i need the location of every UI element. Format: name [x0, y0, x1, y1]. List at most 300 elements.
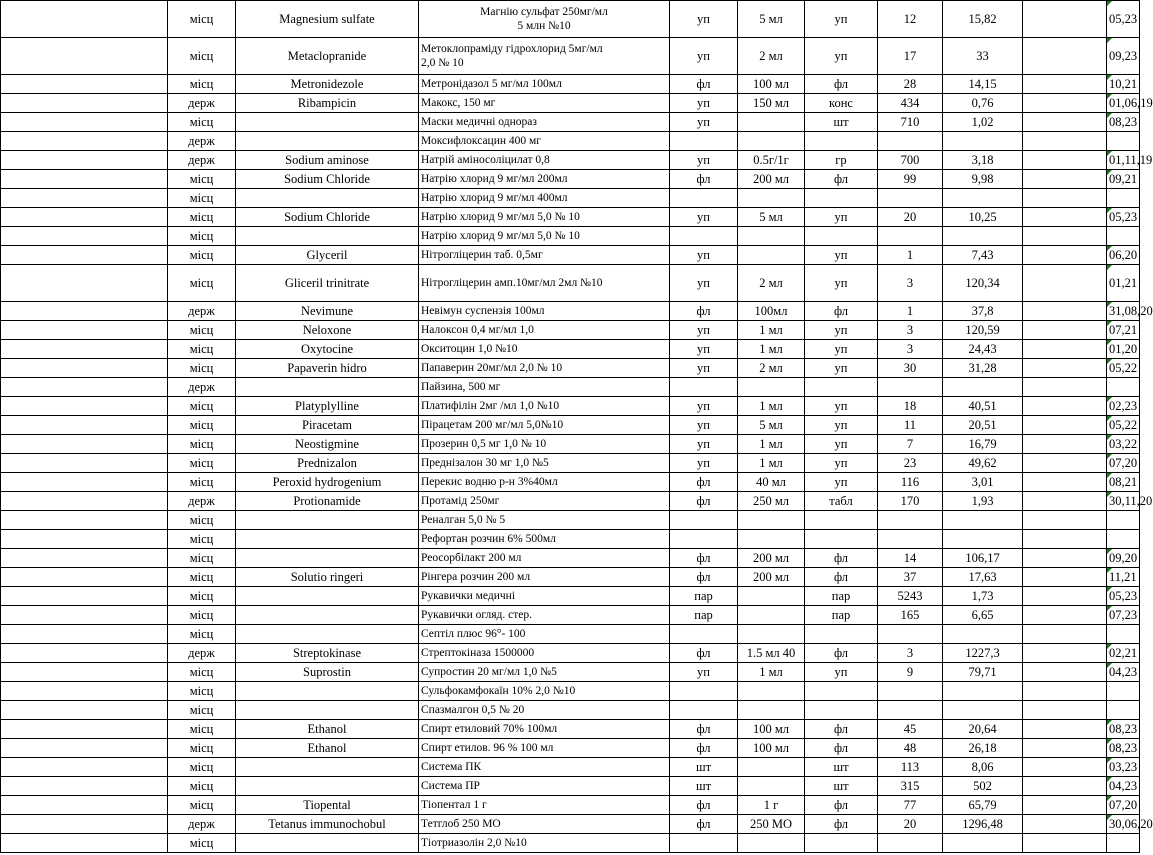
cell-unit[interactable]: уп: [670, 265, 738, 302]
cell-date[interactable]: 05,23: [1107, 1, 1140, 38]
cell-quantity[interactable]: 116: [878, 473, 943, 492]
cell-price[interactable]: 10,25: [943, 208, 1023, 227]
cell-unit[interactable]: [670, 701, 738, 720]
cell-form[interactable]: фл: [805, 302, 878, 321]
cell-product-name[interactable]: Маски медичні однораз: [419, 113, 670, 132]
cell-empty[interactable]: [1023, 815, 1107, 834]
cell-empty[interactable]: [1023, 397, 1107, 416]
cell-price[interactable]: [943, 132, 1023, 151]
cell-date[interactable]: 08,21: [1107, 473, 1140, 492]
cell-blank[interactable]: [1, 340, 168, 359]
cell-blank[interactable]: [1, 359, 168, 378]
cell-date[interactable]: 09,21: [1107, 170, 1140, 189]
cell-latin-name[interactable]: [236, 625, 419, 644]
cell-latin-name[interactable]: [236, 132, 419, 151]
cell-empty[interactable]: [1023, 359, 1107, 378]
cell-quantity[interactable]: 113: [878, 758, 943, 777]
cell-latin-name[interactable]: Prednizalon: [236, 454, 419, 473]
cell-quantity[interactable]: 18: [878, 397, 943, 416]
cell-dose[interactable]: 5 мл: [738, 208, 805, 227]
cell-latin-name[interactable]: Platyplylline: [236, 397, 419, 416]
cell-type[interactable]: місц: [168, 75, 236, 94]
cell-latin-name[interactable]: Piracetam: [236, 416, 419, 435]
cell-product-name[interactable]: Рінгера розчин 200 мл: [419, 568, 670, 587]
cell-type[interactable]: держ: [168, 132, 236, 151]
cell-type[interactable]: місц: [168, 189, 236, 208]
cell-price[interactable]: [943, 834, 1023, 853]
cell-product-name[interactable]: Натрію хлорид 9 мг/мл 400мл: [419, 189, 670, 208]
cell-price[interactable]: 1296,48: [943, 815, 1023, 834]
cell-empty[interactable]: [1023, 606, 1107, 625]
cell-product-name[interactable]: Рукавички медичні: [419, 587, 670, 606]
cell-dose[interactable]: 1 мл: [738, 321, 805, 340]
cell-form[interactable]: [805, 682, 878, 701]
cell-dose[interactable]: [738, 834, 805, 853]
cell-form[interactable]: уп: [805, 340, 878, 359]
cell-latin-name[interactable]: Oxytocine: [236, 340, 419, 359]
cell-blank[interactable]: [1, 606, 168, 625]
cell-blank[interactable]: [1, 227, 168, 246]
cell-latin-name[interactable]: Solutio ringeri: [236, 568, 419, 587]
cell-unit[interactable]: шт: [670, 758, 738, 777]
cell-form[interactable]: уп: [805, 416, 878, 435]
cell-unit[interactable]: шт: [670, 777, 738, 796]
cell-quantity[interactable]: 45: [878, 720, 943, 739]
cell-latin-name[interactable]: [236, 530, 419, 549]
cell-date[interactable]: 04,23: [1107, 663, 1140, 682]
cell-latin-name[interactable]: Tetanus immunochobul: [236, 815, 419, 834]
cell-blank[interactable]: [1, 682, 168, 701]
cell-product-name[interactable]: Спирт етиловий 70% 100мл: [419, 720, 670, 739]
cell-price[interactable]: [943, 530, 1023, 549]
cell-unit[interactable]: уп: [670, 435, 738, 454]
cell-blank[interactable]: [1, 777, 168, 796]
cell-quantity[interactable]: 1: [878, 246, 943, 265]
cell-dose[interactable]: [738, 777, 805, 796]
cell-latin-name[interactable]: Suprostin: [236, 663, 419, 682]
cell-product-name[interactable]: Невімун суспензія 100мл: [419, 302, 670, 321]
cell-form[interactable]: фл: [805, 75, 878, 94]
cell-unit[interactable]: фл: [670, 568, 738, 587]
cell-type[interactable]: місц: [168, 777, 236, 796]
cell-unit[interactable]: фл: [670, 815, 738, 834]
cell-unit[interactable]: уп: [670, 397, 738, 416]
cell-blank[interactable]: [1, 834, 168, 853]
cell-dose[interactable]: 2 мл: [738, 265, 805, 302]
cell-dose[interactable]: 1 г: [738, 796, 805, 815]
cell-type[interactable]: місц: [168, 796, 236, 815]
cell-price[interactable]: 502: [943, 777, 1023, 796]
cell-product-name[interactable]: Реналган 5,0 № 5: [419, 511, 670, 530]
cell-product-name[interactable]: Реосорбілакт 200 мл: [419, 549, 670, 568]
cell-date[interactable]: [1107, 682, 1140, 701]
cell-price[interactable]: 7,43: [943, 246, 1023, 265]
cell-form[interactable]: табл: [805, 492, 878, 511]
cell-type[interactable]: місц: [168, 1, 236, 38]
cell-empty[interactable]: [1023, 302, 1107, 321]
cell-product-name[interactable]: Рефортан розчин 6% 500мл: [419, 530, 670, 549]
cell-type[interactable]: місц: [168, 473, 236, 492]
cell-latin-name[interactable]: [236, 777, 419, 796]
cell-product-name[interactable]: Тіотриазолін 2,0 №10: [419, 834, 670, 853]
cell-form[interactable]: фл: [805, 549, 878, 568]
cell-latin-name[interactable]: [236, 834, 419, 853]
cell-form[interactable]: [805, 378, 878, 397]
cell-quantity[interactable]: 700: [878, 151, 943, 170]
cell-type[interactable]: держ: [168, 378, 236, 397]
cell-price[interactable]: 33: [943, 38, 1023, 75]
cell-price[interactable]: [943, 227, 1023, 246]
cell-blank[interactable]: [1, 663, 168, 682]
cell-product-name[interactable]: Натрію хлорид 9 мг/мл 5,0 № 10: [419, 227, 670, 246]
cell-latin-name[interactable]: Ribampicin: [236, 94, 419, 113]
cell-latin-name[interactable]: [236, 189, 419, 208]
cell-blank[interactable]: [1, 378, 168, 397]
cell-dose[interactable]: 200 мл: [738, 170, 805, 189]
cell-unit[interactable]: [670, 378, 738, 397]
cell-unit[interactable]: фл: [670, 170, 738, 189]
cell-date[interactable]: [1107, 132, 1140, 151]
cell-product-name[interactable]: Септіл плюс 96°- 100: [419, 625, 670, 644]
cell-form[interactable]: уп: [805, 663, 878, 682]
cell-product-name[interactable]: Натрію хлорид 9 мг/мл 5,0 № 10: [419, 208, 670, 227]
cell-empty[interactable]: [1023, 739, 1107, 758]
cell-type[interactable]: місц: [168, 568, 236, 587]
cell-date[interactable]: 08,23: [1107, 739, 1140, 758]
cell-price[interactable]: [943, 511, 1023, 530]
cell-product-name[interactable]: Спирт етилов. 96 % 100 мл: [419, 739, 670, 758]
cell-form[interactable]: уп: [805, 473, 878, 492]
cell-unit[interactable]: уп: [670, 416, 738, 435]
cell-unit[interactable]: [670, 132, 738, 151]
cell-quantity[interactable]: [878, 511, 943, 530]
cell-quantity[interactable]: 7: [878, 435, 943, 454]
cell-dose[interactable]: 250 МО: [738, 815, 805, 834]
cell-empty[interactable]: [1023, 246, 1107, 265]
cell-dose[interactable]: 1 мл: [738, 663, 805, 682]
cell-dose[interactable]: [738, 530, 805, 549]
cell-date[interactable]: 10,21: [1107, 75, 1140, 94]
cell-price[interactable]: 3,18: [943, 151, 1023, 170]
cell-unit[interactable]: уп: [670, 663, 738, 682]
cell-type[interactable]: місц: [168, 587, 236, 606]
cell-quantity[interactable]: 1: [878, 302, 943, 321]
cell-quantity[interactable]: [878, 682, 943, 701]
cell-blank[interactable]: [1, 511, 168, 530]
cell-empty[interactable]: [1023, 170, 1107, 189]
cell-product-name[interactable]: Метронідазол 5 мг/мл 100мл: [419, 75, 670, 94]
cell-latin-name[interactable]: Neostigmine: [236, 435, 419, 454]
cell-dose[interactable]: [738, 378, 805, 397]
cell-empty[interactable]: [1023, 113, 1107, 132]
cell-price[interactable]: 120,34: [943, 265, 1023, 302]
cell-unit[interactable]: фл: [670, 549, 738, 568]
cell-form[interactable]: шт: [805, 777, 878, 796]
cell-unit[interactable]: уп: [670, 94, 738, 113]
cell-empty[interactable]: [1023, 682, 1107, 701]
cell-type[interactable]: місц: [168, 170, 236, 189]
cell-blank[interactable]: [1, 568, 168, 587]
cell-form[interactable]: уп: [805, 435, 878, 454]
cell-empty[interactable]: [1023, 587, 1107, 606]
cell-unit[interactable]: уп: [670, 246, 738, 265]
cell-unit[interactable]: уп: [670, 359, 738, 378]
cell-form[interactable]: фл: [805, 739, 878, 758]
cell-form[interactable]: [805, 511, 878, 530]
cell-empty[interactable]: [1023, 189, 1107, 208]
cell-quantity[interactable]: 14: [878, 549, 943, 568]
cell-empty[interactable]: [1023, 75, 1107, 94]
cell-product-name[interactable]: Налоксон 0,4 мг/мл 1,0: [419, 321, 670, 340]
cell-type[interactable]: місц: [168, 359, 236, 378]
cell-empty[interactable]: [1023, 416, 1107, 435]
cell-empty[interactable]: [1023, 511, 1107, 530]
cell-dose[interactable]: 1 мл: [738, 435, 805, 454]
cell-date[interactable]: 08,23: [1107, 720, 1140, 739]
cell-price[interactable]: 1,02: [943, 113, 1023, 132]
cell-date[interactable]: [1107, 189, 1140, 208]
cell-quantity[interactable]: [878, 189, 943, 208]
cell-latin-name[interactable]: Magnesium sulfate: [236, 1, 419, 38]
cell-price[interactable]: 49,62: [943, 454, 1023, 473]
cell-blank[interactable]: [1, 530, 168, 549]
cell-empty[interactable]: [1023, 473, 1107, 492]
cell-form[interactable]: уп: [805, 38, 878, 75]
cell-dose[interactable]: 100мл: [738, 302, 805, 321]
cell-date[interactable]: 01,11,19: [1107, 151, 1140, 170]
cell-product-name[interactable]: Пайзина, 500 мг: [419, 378, 670, 397]
cell-type[interactable]: місц: [168, 511, 236, 530]
cell-latin-name[interactable]: [236, 511, 419, 530]
cell-quantity[interactable]: 20: [878, 815, 943, 834]
cell-product-name[interactable]: Супростин 20 мг/мл 1,0 №5: [419, 663, 670, 682]
cell-quantity[interactable]: [878, 227, 943, 246]
cell-product-name[interactable]: Система ПР: [419, 777, 670, 796]
cell-product-name[interactable]: Магнію сульфат 250мг/мл 5 млн №10: [419, 1, 670, 38]
cell-empty[interactable]: [1023, 321, 1107, 340]
cell-date[interactable]: 09,20: [1107, 549, 1140, 568]
cell-type[interactable]: місц: [168, 549, 236, 568]
cell-empty[interactable]: [1023, 265, 1107, 302]
cell-product-name[interactable]: Рукавички огляд. стер.: [419, 606, 670, 625]
cell-blank[interactable]: [1, 170, 168, 189]
cell-form[interactable]: [805, 189, 878, 208]
cell-form[interactable]: уп: [805, 397, 878, 416]
cell-form[interactable]: фл: [805, 720, 878, 739]
cell-type[interactable]: місц: [168, 606, 236, 625]
cell-form[interactable]: [805, 227, 878, 246]
cell-type[interactable]: місц: [168, 340, 236, 359]
cell-empty[interactable]: [1023, 796, 1107, 815]
cell-date[interactable]: 30,11,20: [1107, 492, 1140, 511]
cell-dose[interactable]: 200 мл: [738, 568, 805, 587]
cell-dose[interactable]: [738, 189, 805, 208]
cell-unit[interactable]: фл: [670, 302, 738, 321]
cell-type[interactable]: місц: [168, 530, 236, 549]
cell-product-name[interactable]: Натрій аміносоліцилат 0,8: [419, 151, 670, 170]
cell-form[interactable]: шт: [805, 758, 878, 777]
cell-quantity[interactable]: 165: [878, 606, 943, 625]
cell-quantity[interactable]: 5243: [878, 587, 943, 606]
cell-type[interactable]: місц: [168, 321, 236, 340]
cell-date[interactable]: [1107, 530, 1140, 549]
cell-price[interactable]: 14,15: [943, 75, 1023, 94]
cell-dose[interactable]: [738, 132, 805, 151]
cell-type[interactable]: місц: [168, 720, 236, 739]
cell-unit[interactable]: уп: [670, 151, 738, 170]
cell-empty[interactable]: [1023, 568, 1107, 587]
cell-blank[interactable]: [1, 94, 168, 113]
cell-quantity[interactable]: 20: [878, 208, 943, 227]
cell-dose[interactable]: 100 мл: [738, 75, 805, 94]
cell-form[interactable]: уп: [805, 321, 878, 340]
cell-dose[interactable]: [738, 758, 805, 777]
cell-type[interactable]: держ: [168, 151, 236, 170]
cell-price[interactable]: 6,65: [943, 606, 1023, 625]
cell-dose[interactable]: [738, 606, 805, 625]
cell-price[interactable]: [943, 625, 1023, 644]
cell-type[interactable]: місц: [168, 113, 236, 132]
cell-blank[interactable]: [1, 208, 168, 227]
cell-product-name[interactable]: Стрептокіназа 1500000: [419, 644, 670, 663]
cell-form[interactable]: пар: [805, 606, 878, 625]
cell-empty[interactable]: [1023, 151, 1107, 170]
cell-unit[interactable]: уп: [670, 321, 738, 340]
cell-quantity[interactable]: 12: [878, 1, 943, 38]
cell-blank[interactable]: [1, 701, 168, 720]
cell-empty[interactable]: [1023, 549, 1107, 568]
cell-type[interactable]: місц: [168, 38, 236, 75]
cell-dose[interactable]: 100 мл: [738, 720, 805, 739]
cell-empty[interactable]: [1023, 340, 1107, 359]
cell-blank[interactable]: [1, 454, 168, 473]
cell-product-name[interactable]: Пірацетам 200 мг/мл 5,0№10: [419, 416, 670, 435]
cell-price[interactable]: 9,98: [943, 170, 1023, 189]
cell-date[interactable]: [1107, 511, 1140, 530]
cell-form[interactable]: фл: [805, 644, 878, 663]
cell-latin-name[interactable]: Peroxid hydrogenium: [236, 473, 419, 492]
cell-blank[interactable]: [1, 435, 168, 454]
cell-type[interactable]: місц: [168, 625, 236, 644]
cell-quantity[interactable]: 11: [878, 416, 943, 435]
cell-blank[interactable]: [1, 265, 168, 302]
cell-empty[interactable]: [1023, 834, 1107, 853]
cell-type[interactable]: держ: [168, 492, 236, 511]
cell-type[interactable]: місц: [168, 454, 236, 473]
cell-product-name[interactable]: Окситоцин 1,0 №10: [419, 340, 670, 359]
cell-empty[interactable]: [1023, 227, 1107, 246]
cell-latin-name[interactable]: Sodium Chloride: [236, 208, 419, 227]
cell-quantity[interactable]: [878, 701, 943, 720]
cell-blank[interactable]: [1, 38, 168, 75]
cell-dose[interactable]: [738, 227, 805, 246]
cell-quantity[interactable]: 9: [878, 663, 943, 682]
cell-type[interactable]: місц: [168, 265, 236, 302]
cell-dose[interactable]: 250 мл: [738, 492, 805, 511]
cell-empty[interactable]: [1023, 492, 1107, 511]
cell-quantity[interactable]: 48: [878, 739, 943, 758]
cell-blank[interactable]: [1, 321, 168, 340]
cell-date[interactable]: 03,22: [1107, 435, 1140, 454]
cell-date[interactable]: 05,23: [1107, 208, 1140, 227]
cell-latin-name[interactable]: Metaclopranide: [236, 38, 419, 75]
cell-type[interactable]: місц: [168, 701, 236, 720]
cell-empty[interactable]: [1023, 378, 1107, 397]
cell-latin-name[interactable]: [236, 587, 419, 606]
cell-quantity[interactable]: 3: [878, 644, 943, 663]
cell-quantity[interactable]: [878, 132, 943, 151]
cell-blank[interactable]: [1, 758, 168, 777]
cell-latin-name[interactable]: Tiopental: [236, 796, 419, 815]
cell-date[interactable]: [1107, 227, 1140, 246]
cell-price[interactable]: 20,64: [943, 720, 1023, 739]
cell-date[interactable]: 30,06,20: [1107, 815, 1140, 834]
cell-dose[interactable]: 1 мл: [738, 340, 805, 359]
cell-latin-name[interactable]: Nevimune: [236, 302, 419, 321]
cell-type[interactable]: місц: [168, 663, 236, 682]
cell-product-name[interactable]: Протамід 250мг: [419, 492, 670, 511]
cell-product-name[interactable]: Метоклопраміду гідрохлорид 5мг/мл 2,0 № 10: [419, 38, 670, 75]
cell-product-name[interactable]: Спазмалгон 0,5 № 20: [419, 701, 670, 720]
cell-unit[interactable]: фл: [670, 492, 738, 511]
cell-unit[interactable]: [670, 682, 738, 701]
cell-unit[interactable]: [670, 511, 738, 530]
cell-dose[interactable]: [738, 587, 805, 606]
cell-empty[interactable]: [1023, 644, 1107, 663]
cell-date[interactable]: 01,20: [1107, 340, 1140, 359]
cell-type[interactable]: місц: [168, 682, 236, 701]
cell-price[interactable]: 20,51: [943, 416, 1023, 435]
cell-dose[interactable]: [738, 625, 805, 644]
cell-quantity[interactable]: 77: [878, 796, 943, 815]
cell-quantity[interactable]: 17: [878, 38, 943, 75]
cell-dose[interactable]: 0.5г/1г: [738, 151, 805, 170]
cell-price[interactable]: 1,93: [943, 492, 1023, 511]
cell-form[interactable]: [805, 530, 878, 549]
cell-product-name[interactable]: Нітрогліцерин амп.10мг/мл 2мл №10: [419, 265, 670, 302]
cell-price[interactable]: 0,76: [943, 94, 1023, 113]
cell-dose[interactable]: 100 мл: [738, 739, 805, 758]
cell-latin-name[interactable]: [236, 549, 419, 568]
cell-blank[interactable]: [1, 815, 168, 834]
cell-blank[interactable]: [1, 132, 168, 151]
cell-latin-name[interactable]: [236, 227, 419, 246]
cell-form[interactable]: уп: [805, 359, 878, 378]
cell-form[interactable]: уп: [805, 1, 878, 38]
cell-latin-name[interactable]: [236, 378, 419, 397]
cell-quantity[interactable]: [878, 378, 943, 397]
cell-form[interactable]: уп: [805, 208, 878, 227]
cell-price[interactable]: 26,18: [943, 739, 1023, 758]
cell-unit[interactable]: [670, 834, 738, 853]
cell-blank[interactable]: [1, 625, 168, 644]
cell-blank[interactable]: [1, 473, 168, 492]
cell-date[interactable]: 01,06,19: [1107, 94, 1140, 113]
cell-latin-name[interactable]: Metronidezole: [236, 75, 419, 94]
cell-empty[interactable]: [1023, 208, 1107, 227]
cell-dose[interactable]: 1 мл: [738, 397, 805, 416]
cell-latin-name[interactable]: Sodium aminose: [236, 151, 419, 170]
cell-product-name[interactable]: Макокс, 150 мг: [419, 94, 670, 113]
cell-dose[interactable]: 1.5 мл 40: [738, 644, 805, 663]
cell-blank[interactable]: [1, 151, 168, 170]
cell-unit[interactable]: фл: [670, 796, 738, 815]
cell-quantity[interactable]: 3: [878, 340, 943, 359]
cell-form[interactable]: уп: [805, 265, 878, 302]
cell-dose[interactable]: [738, 246, 805, 265]
cell-date[interactable]: 08,23: [1107, 113, 1140, 132]
cell-dose[interactable]: 1 мл: [738, 454, 805, 473]
